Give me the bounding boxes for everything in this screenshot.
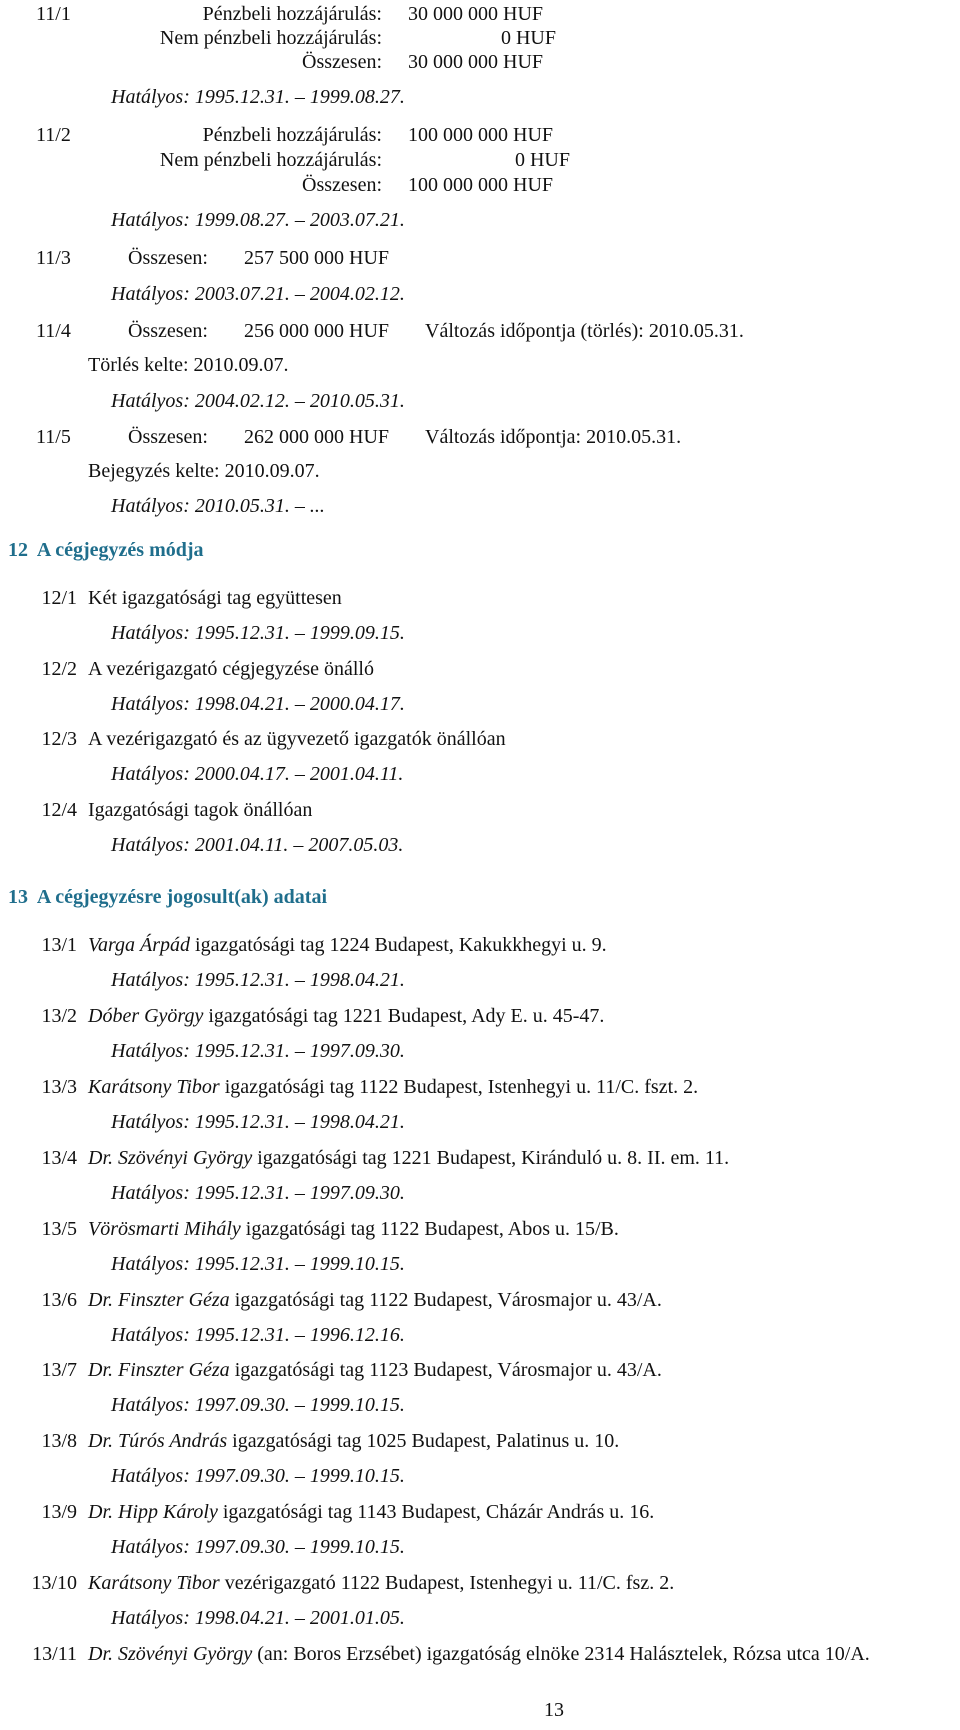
entry-number: 11/5 <box>36 426 71 448</box>
entry-number: 13/8 <box>41 1430 77 1453</box>
deletion-date: Törlés kelte: 2010.09.07. <box>88 354 289 376</box>
field-label: Összesen: <box>302 51 382 73</box>
entry-text <box>88 1642 870 1666</box>
entry-text: A vezérigazgató cégjegyzése önálló <box>88 657 374 680</box>
role-address: igazgatósági tag 1143 Budapest, Cházár András u. 16. <box>217 1501 655 1524</box>
validity-line: Hatályos: 1995.12.31. – 1998.04.21. <box>111 969 405 991</box>
validity-line: Hatályos: 2010.05.31. – ... <box>111 495 325 517</box>
entry-number: 13/11 <box>32 1643 77 1665</box>
validity-line: Hatályos: 1995.12.31. – 1999.10.15. <box>111 1252 405 1275</box>
page-number: 13 <box>544 1699 564 1721</box>
title-prefix: Dr. <box>88 1501 119 1524</box>
entry-number: 13/4 <box>41 1146 77 1169</box>
person-name: Karátsony Tibor <box>88 1075 220 1098</box>
entry-number: 13/3 <box>41 1075 77 1098</box>
entry-text <box>88 933 607 957</box>
person-name: Karátsony Tibor <box>88 1572 220 1595</box>
field-label: Összesen: <box>302 174 382 196</box>
entry-number: 13/2 <box>41 1004 77 1027</box>
entry-number: 12/3 <box>41 728 77 751</box>
title-prefix: Dr. <box>88 1359 119 1382</box>
entry-text <box>88 1571 674 1595</box>
field-label: Összesen: <box>128 426 208 448</box>
validity-line: Hatályos: 1995.12.31. – 1998.04.21. <box>111 1110 405 1133</box>
entry-number: 12/1 <box>41 587 77 609</box>
change-date: Változás időpontja (törlés): 2010.05.31. <box>425 320 744 342</box>
field-value: 0 HUF <box>514 149 570 171</box>
field-label: Összesen: <box>128 247 208 269</box>
entry-number: 13/10 <box>31 1572 77 1595</box>
entry-number: 13/6 <box>41 1288 77 1311</box>
field-value: 30 000 000 HUF <box>408 3 544 25</box>
person-name: Varga Árpád <box>88 934 191 956</box>
entry-number: 13/5 <box>41 1217 77 1240</box>
validity-line: Hatályos: 1997.09.30. – 1999.10.15. <box>111 1536 405 1559</box>
section-heading: 13 A cégjegyzésre jogosult(ak) adatai <box>8 886 328 908</box>
entry-text <box>88 1358 662 1382</box>
entry-number: 11/1 <box>36 3 71 25</box>
person-name: Vörösmarti Mihály <box>88 1217 241 1240</box>
field-value: 100 000 000 HUF <box>408 124 554 146</box>
validity-line: Hatályos: 1995.12.31. – 1996.12.16. <box>111 1323 405 1346</box>
role-address: igazgatósági tag 1224 Budapest, Kakukkhegyi u. 9. <box>190 934 607 956</box>
field-label: Nem pénzbeli hozzájárulás: <box>159 149 382 171</box>
registration-date: Bejegyzés kelte: 2010.09.07. <box>88 460 320 482</box>
validity-line: Hatályos: 2003.07.21. – 2004.02.12. <box>111 283 405 305</box>
entry-number: 11/2 <box>36 124 71 146</box>
entry-number: 12/2 <box>41 657 77 680</box>
validity-line: Hatályos: 1995.12.31. – 1999.08.27. <box>111 86 405 108</box>
entry-text: A vezérigazgató és az ügyvezető igazgatók önállóan <box>88 728 506 751</box>
title-prefix: Dr. <box>88 1146 119 1169</box>
role-address: igazgatósági tag 1123 Budapest, Városmajor u. 43/A. <box>229 1359 662 1382</box>
field-label: Nem pénzbeli hozzájárulás: <box>159 27 382 49</box>
role-address: vezérigazgató 1122 Budapest, Istenhegyi u. 11/C. fsz. 2. <box>219 1572 675 1595</box>
field-value: 256 000 000 HUF <box>244 320 390 342</box>
role-address: igazgatósági tag 1221 Budapest, Ady E. u. 45-47. <box>203 1004 605 1027</box>
field-value: 0 HUF <box>500 27 556 49</box>
entry-number: 11/3 <box>36 247 71 269</box>
entry-number: 11/4 <box>36 320 71 342</box>
field-label: Pénzbeli hozzájárulás: <box>202 3 382 25</box>
validity-line: Hatályos: 1997.09.30. – 1999.10.15. <box>111 1465 405 1488</box>
person-name: Szövényi György <box>118 1146 253 1169</box>
field-label: Összesen: <box>128 320 208 342</box>
entry-text <box>88 1075 698 1099</box>
role-address: igazgatósági tag 1122 Budapest, Városmajor u. 43/A. <box>229 1288 662 1311</box>
entry-text <box>88 1500 654 1524</box>
field-value: 30 000 000 HUF <box>408 51 544 73</box>
entry-text <box>88 1146 729 1170</box>
title-prefix: Dr. <box>88 1643 119 1665</box>
validity-line: Hatályos: 1995.12.31. – 1997.09.30. <box>111 1181 405 1204</box>
person-name: Finszter Géza <box>118 1359 230 1382</box>
entry-number: 13/1 <box>41 934 77 956</box>
entry-number: 12/4 <box>41 799 77 822</box>
role-address: (an: Boros Erzsébet) igazgatóság elnöke 2314 Halásztelek, Rózsa utca 10/A. <box>252 1643 870 1665</box>
entry-text: Két igazgatósági tag együttesen <box>88 587 342 609</box>
entry-number: 13/7 <box>41 1359 77 1382</box>
section-heading: 12 A cégjegyzés módja <box>8 539 204 561</box>
validity-line: Hatályos: 1995.12.31. – 1999.09.15. <box>111 622 405 644</box>
entry-text <box>88 1004 604 1028</box>
entry-text <box>88 1288 662 1312</box>
field-value: 262 000 000 HUF <box>244 426 390 448</box>
validity-line: Hatályos: 1995.12.31. – 1997.09.30. <box>111 1039 405 1062</box>
role-address: igazgatósági tag 1221 Budapest, Kiránduló u. 8. II. em. 11. <box>252 1146 730 1169</box>
entry-number: 13/9 <box>41 1501 77 1524</box>
validity-line: Hatályos: 2001.04.11. – 2007.05.03. <box>111 834 404 857</box>
entry-text: Igazgatósági tagok önállóan <box>88 799 313 822</box>
change-date: Változás időpontja: 2010.05.31. <box>425 426 682 448</box>
person-name: Hipp Károly <box>118 1501 218 1524</box>
field-label: Pénzbeli hozzájárulás: <box>202 124 382 146</box>
entry-text <box>88 1429 619 1453</box>
title-prefix: Dr. <box>88 1430 119 1453</box>
person-name: Túrós András <box>118 1430 228 1453</box>
person-name: Finszter Géza <box>118 1288 230 1311</box>
person-name: Dóber György <box>88 1004 204 1027</box>
field-value: 257 500 000 HUF <box>244 247 390 269</box>
validity-line: Hatályos: 1998.04.21. – 2001.01.05. <box>111 1607 405 1630</box>
validity-line: Hatályos: 1997.09.30. – 1999.10.15. <box>111 1394 405 1417</box>
entry-text <box>88 1217 619 1241</box>
person-name: Szövényi György <box>118 1643 253 1665</box>
role-address: igazgatósági tag 1025 Budapest, Palatinus u. 10. <box>227 1430 620 1453</box>
validity-line: Hatályos: 2004.02.12. – 2010.05.31. <box>111 390 405 412</box>
role-address: igazgatósági tag 1122 Budapest, Istenhegyi u. 11/C. fszt. 2. <box>219 1075 699 1098</box>
role-address: igazgatósági tag 1122 Budapest, Abos u. 15/B. <box>240 1217 619 1240</box>
title-prefix: Dr. <box>88 1288 119 1311</box>
validity-line: Hatályos: 1998.04.21. – 2000.04.17. <box>111 692 405 715</box>
field-value: 100 000 000 HUF <box>408 174 554 196</box>
validity-line: Hatályos: 1999.08.27. – 2003.07.21. <box>111 209 405 231</box>
validity-line: Hatályos: 2000.04.17. – 2001.04.11. <box>111 763 404 786</box>
